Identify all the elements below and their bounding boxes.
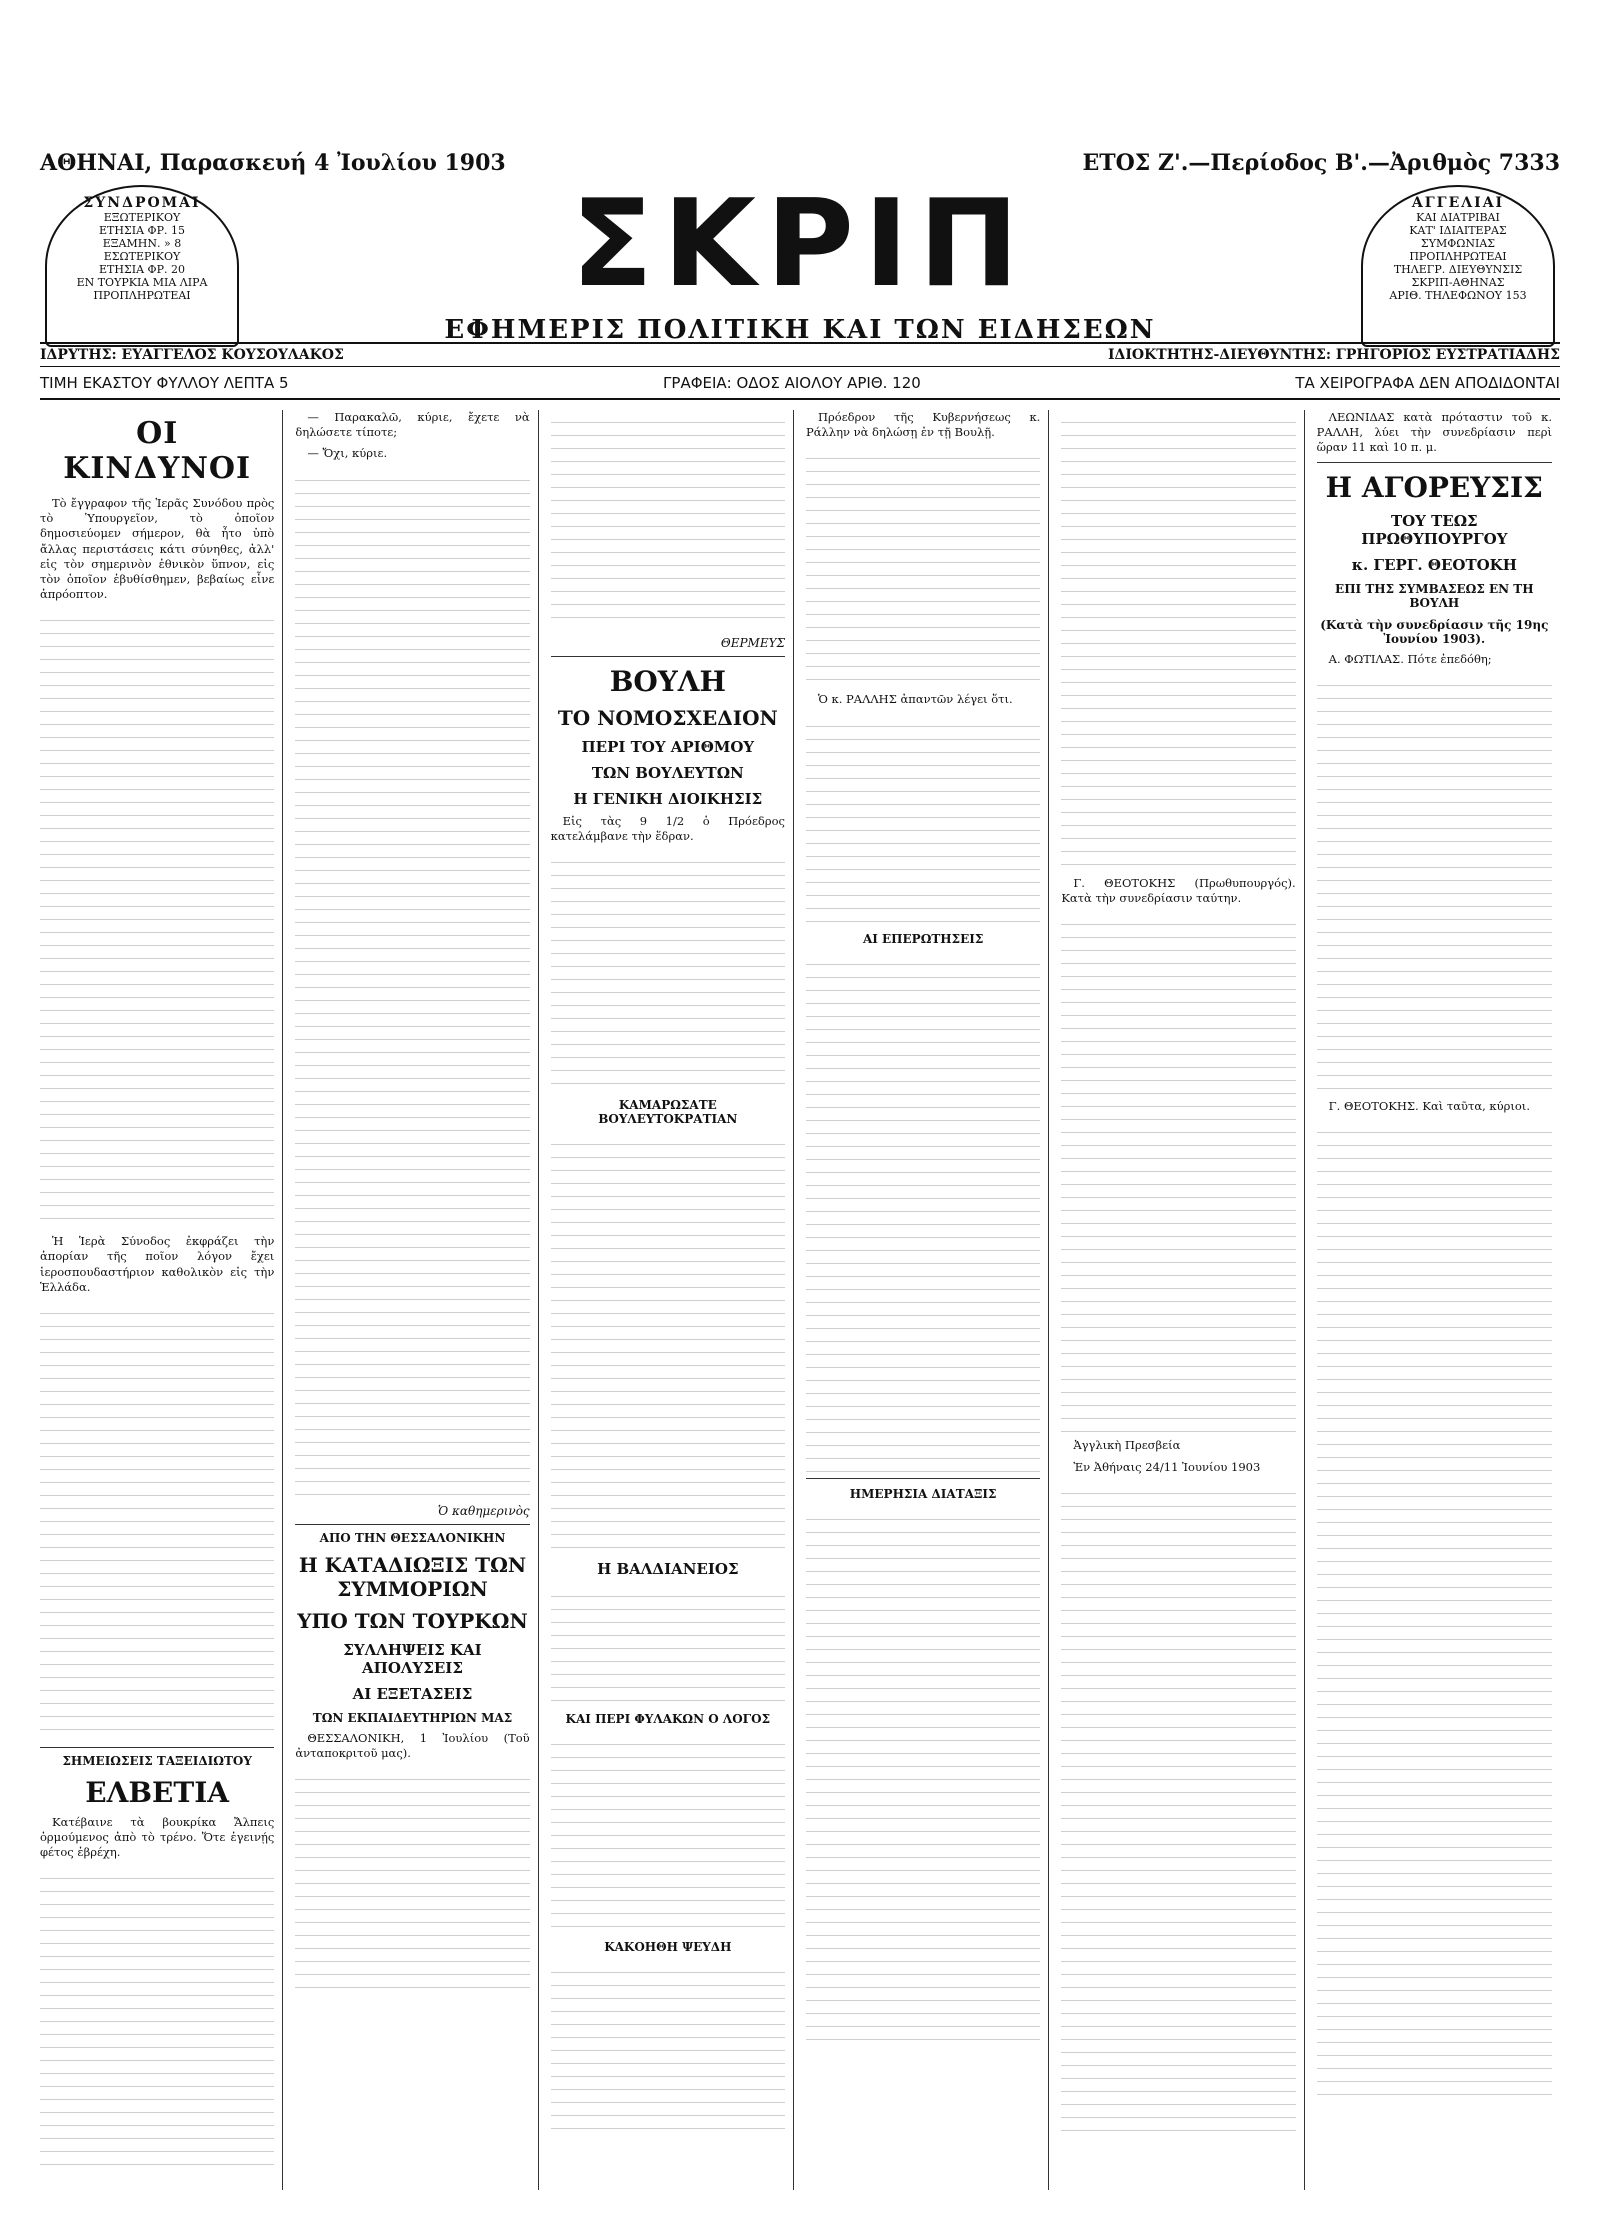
section-label: ΑΠΟ ΤΗΝ ΘΕΣΣΑΛΟΝΙΚΗΝ — [319, 1530, 506, 1545]
text-block — [1317, 673, 1552, 1093]
paragraph: — Παρακαλῶ, κύριε, ἔχετε νὰ δηλώσετε τίποτε; — [295, 410, 530, 440]
section-subtitle: ΠΕΡΙ ΤΟΥ ΑΡΙΘΜΟΥ — [581, 738, 755, 756]
text-block — [1061, 1481, 1295, 2131]
section-subtitle: ΤΩΝ ΒΟΥΛΕΥΤΩΝ — [591, 764, 744, 782]
sub-line: ΠΡΟΠΛΗΡΩΤΕΑΙ — [93, 289, 191, 302]
paragraph: Ἐν Ἀθήναις 24/11 Ἰουνίου 1903 — [1073, 1459, 1261, 1474]
ads-line: ΑΡΙΘ. ΤΗΛΕΦΩΝΟΥ 153 — [1389, 289, 1527, 302]
founders-bar — [40, 342, 1560, 367]
section-subtitle: ΑΙ ΕΠΕΡΩΤΗΣΕΙΣ — [862, 931, 984, 946]
signature: Ὁ καθημερινὸς — [437, 1503, 530, 1518]
section-subtitle: Η ΓΕΝΙΚΗ ΔΙΟΙΚΗΣΙΣ — [573, 790, 763, 808]
section-subtitle: ΤΩΝ ΕΚΠΑΙΔΕΥΤΗΡΙΩΝ ΜΑΣ — [312, 1710, 513, 1725]
text-block — [551, 410, 785, 630]
ads-line: ΚΑΤ' ΙΔΙΑΙΤΕΡΑΣ — [1409, 224, 1507, 237]
newspaper-subtitle: ΕΦΗΜΕΡΙΣ ΠΟΛΙΤΙΚΗ ΚΑΙ ΤΩΝ ΕΙΔΗΣΕΩΝ — [444, 315, 1156, 345]
columns — [40, 410, 1560, 2190]
manuscripts-note: ΤΑ ΧΕΙΡΟΓΡΑΦΑ ΔΕΝ ΑΠΟΔΙΔΟΝΤΑΙ — [1295, 374, 1560, 392]
text-block — [295, 1767, 529, 1997]
column-4 — [806, 410, 1049, 2190]
text-block — [551, 1584, 785, 1704]
sub-line: ΕΞΑΜΗΝ. » 8 — [102, 237, 182, 250]
column-5 — [1061, 410, 1304, 2190]
text-block — [551, 1732, 785, 1932]
paragraph: Γ. ΘΕΟΤΟΚΗΣ (Πρωθυπουργός). Κατὰ τὴν συνεδρίασιν ταύτην. — [1061, 876, 1296, 906]
ads-line: ΠΡΟΠΛΗΡΩΤΕΑΙ — [1409, 250, 1507, 263]
section-title: ΥΠΟ ΤΩΝ ΤΟΥΡΚΩΝ — [297, 1608, 528, 1633]
section-subtitle: ΚΑΜΑΡΩΣΑΤΕ ΒΟΥΛΕΥΤΟΚΡΑΤΙΑΝ — [598, 1098, 738, 1127]
price: ΤΙΜΗ ΕΚΑΣΤΟΥ ΦΥΛΛΟΥ ΛΕΠΤΑ 5 — [40, 374, 289, 392]
paragraph: Εἰς τὰς 9 1/2 ὁ Πρόεδρος κατελάμβανε τὴν ἕδραν. — [550, 814, 785, 844]
text-block — [806, 714, 1040, 924]
subscriptions-title: ΣΥΝΔΡΟΜΑΙ — [83, 195, 201, 211]
text-block — [1061, 912, 1295, 1432]
section-subtitle: (Κατὰ τὴν συνεδρίασιν τῆς 19ης Ἰουνίου 1903). — [1320, 617, 1549, 646]
ads-box — [1361, 185, 1555, 347]
section-subtitle: κ. ΓΕΡΓ. ΘΕΟΤΟΚΗ — [1351, 555, 1517, 574]
text-block — [1061, 410, 1295, 870]
paragraph: ΛΕΩΝΙΔΑΣ κατὰ πρόταστιν τοῦ κ. ΡΑΛΛΗ, λύει τὴν συνεδρίασιν περὶ ὥραν 11 καὶ 10 π. μ. — [1316, 410, 1552, 455]
section-subtitle: ΚΑΚΟΗΘΗ ΨΕΥΔΗ — [604, 1940, 732, 1955]
paragraph: Α. ΦΩΤΙΛΑΣ. Πότε ἐπεδόθη; — [1328, 651, 1492, 666]
column-1 — [40, 410, 283, 2190]
paragraph: Κατέβαινε τὰ βουκρίκα Ἄλπεις ὁρμούμενος ἀπὸ τὸ τρένο. Ὅτε ἐγεινῄς φέτος ἐβρέχη. — [40, 1814, 275, 1860]
text-block — [551, 1132, 785, 1552]
ads-line: ΣΥΜΦΩΝΙΑΣ — [1420, 237, 1496, 250]
ads-line: ΣΚΡΙΠ-ΑΘΗΝΑΣ — [1411, 276, 1505, 289]
issue-line: ΕΤΟΣ Ζ'.—Περίοδος Β'.—Ἀριθμὸς 7333 — [1082, 150, 1560, 176]
text-block — [551, 850, 785, 1090]
paragraph: Τὸ ἔγγραφον τῆς Ἱερᾶς Συνόδου πρὸς τὸ Ὑπουργεῖον, τὸ ὁποῖον δημοσιεύομεν σήμερον, θὰ ἦτο ὑπὸ ἄλλας περιστάσεις κάτι σύνηθες, ἀλλ' εἰς τὸν σημερινὸν ἐθνικὸν ὕπνον, εἰς τὸν ὁποῖον ἐβυθίσθημεν, βεβαίως εἶνε ἀπρόοπτον. — [40, 496, 275, 602]
sub-line: ΕΝ ΤΟΥΡΚΙΑ ΜΙΑ ΛΙΡΑ — [76, 276, 208, 289]
ads-title: ΑΓΓΕΛΙΑΙ — [1411, 195, 1505, 211]
section-subtitle: ΗΜΕΡΗΣΙΑ ΔΙΑΤΑΞΙΣ — [849, 1486, 997, 1501]
text-block — [806, 952, 1040, 1472]
sub-line: ΕΤΗΣΙΑ ΦΡ. 20 — [99, 263, 185, 276]
column-6 — [1317, 410, 1560, 2190]
newspaper-logo: ΣΚΡΙΠ — [571, 175, 1029, 314]
section-title: ΤΟ ΝΟΜΟΣΧΕΔΙΟΝ — [557, 706, 778, 730]
section-title: Η ΚΑΤΑΔΙΩΞΙΣ ΤΩΝ ΣΥΜΜΟΡΙΩΝ — [298, 1552, 527, 1601]
column-2 — [295, 410, 538, 2190]
sub-line: ΕΤΗΣΙΑ ΦΡ. 15 — [99, 224, 185, 237]
section-subtitle: Η ΒΑΛΔΙΑΝΕΙΟΣ — [597, 1560, 739, 1579]
owner: ΙΔΙΟΚΤΗΤΗΣ-ΔΙΕΥΘΥΝΤΗΣ: ΓΡΗΓΟΡΙΟΣ ΕΥΣΤΡΑΤΙΑΔΗΣ — [1107, 347, 1560, 363]
founder: ΙΔΡΥΤΗΣ: ΕΥΑΓΓΕΛΟΣ ΚΟΥΣΟΥΛΑΚΟΣ — [40, 347, 344, 363]
top-line — [40, 150, 1560, 176]
paragraph: Ἡ Ἱερὰ Σύνοδος ἐκφράζει τὴν ἀπορίαν τῆς ποῖον λόγον ἔχει ἱεροσπουδαστήριον καθολικὸν εἰς τὴν Ἑλλάδα. — [40, 1234, 275, 1294]
section-subtitle: ΑΙ ΕΞΕΤΑΣΕΙΣ — [352, 1684, 473, 1703]
section-title: Η ΑΓΟΡΕΥΣΙΣ — [1325, 470, 1543, 504]
section-title: ΒΟΥΛΗ — [609, 665, 726, 698]
ads-line: ΚΑΙ ΔΙΑΤΡΙΒΑΙ — [1416, 211, 1500, 224]
paragraph: Πρόεδρον τῆς Κυβερνήσεως κ. Ράλλην νὰ δηλώσῃ ἐν τῇ Βουλῇ. — [805, 410, 1041, 440]
section-subtitle: ΕΠΙ ΤΗΣ ΣΥΜΒΑΣΕΩΣ ΕΝ ΤΗ ΒΟΥΛΗ — [1335, 581, 1534, 610]
ads-line: ΤΗΛΕΓΡ. ΔΙΕΥΘΥΝΣΙΣ — [1393, 263, 1523, 276]
paragraph: Ὁ κ. ΡΑΛΛΗΣ ἀπαντῶν λέγει ὅτι. — [817, 692, 1013, 707]
sub-line: ΕΞΩΤΕΡΙΚΟΥ — [103, 211, 181, 224]
office: ΓΡΑΦΕΙΑ: ΟΔΟΣ ΑΙΟΛΟΥ ΑΡΙΘ. 120 — [663, 374, 921, 392]
text-block — [40, 1866, 274, 2166]
masthead — [0, 175, 1600, 345]
paragraph: ΘΕΣΣΑΛΟΝΙΚΗ, 1 Ἰουλίου (Τοῦ ἀνταποκριτοῦ μας). — [295, 1730, 530, 1760]
text-block — [551, 1960, 785, 2130]
paragraph: — Ὄχι, κύριε. — [307, 446, 388, 461]
text-block — [40, 608, 274, 1228]
section-subtitle: ΣΥΛΛΗΨΕΙΣ ΚΑΙ ΑΠΟΛΥΣΕΙΣ — [343, 1640, 482, 1677]
section-title: ΕΛΒΕΤΙΑ — [85, 1775, 230, 1809]
paragraph: Γ. ΘΕΟΤΟΚΗΣ. Καὶ ταῦτα, κύριοι. — [1328, 1098, 1530, 1113]
section-subtitle: ΚΑΙ ΠΕΡΙ ΦΥΛΑΚΩΝ Ο ΛΟΓΟΣ — [565, 1712, 771, 1727]
section-subtitle: ΤΟΥ ΤΕΩΣ ΠΡΩΘΥΠΟΥΡΓΟΥ — [1361, 511, 1508, 548]
signature: ΘΕΡΜΕΥΣ — [720, 636, 785, 650]
text-block — [295, 468, 529, 1498]
text-block — [1317, 1120, 1552, 2100]
text-block — [40, 1301, 274, 1741]
text-block — [806, 1507, 1040, 2047]
info-bar — [40, 368, 1560, 400]
column-3 — [551, 410, 794, 2190]
date-line: ΑΘΗΝΑΙ, Παρασκευή 4 Ἰουλίου 1903 — [40, 150, 506, 176]
section-label: ΣΗΜΕΙΩΣΕΙΣ ΤΑΞΕΙΔΙΩΤΟΥ — [62, 1753, 252, 1768]
sub-line: ΕΣΩΤΕΡΙΚΟΥ — [103, 250, 181, 263]
text-block — [806, 446, 1040, 686]
paragraph: Ἀγγλικὴ Πρεσβεία — [1073, 1438, 1181, 1453]
headline: ΟΙ ΚΙΝΔΥΝΟΙ — [63, 416, 252, 486]
